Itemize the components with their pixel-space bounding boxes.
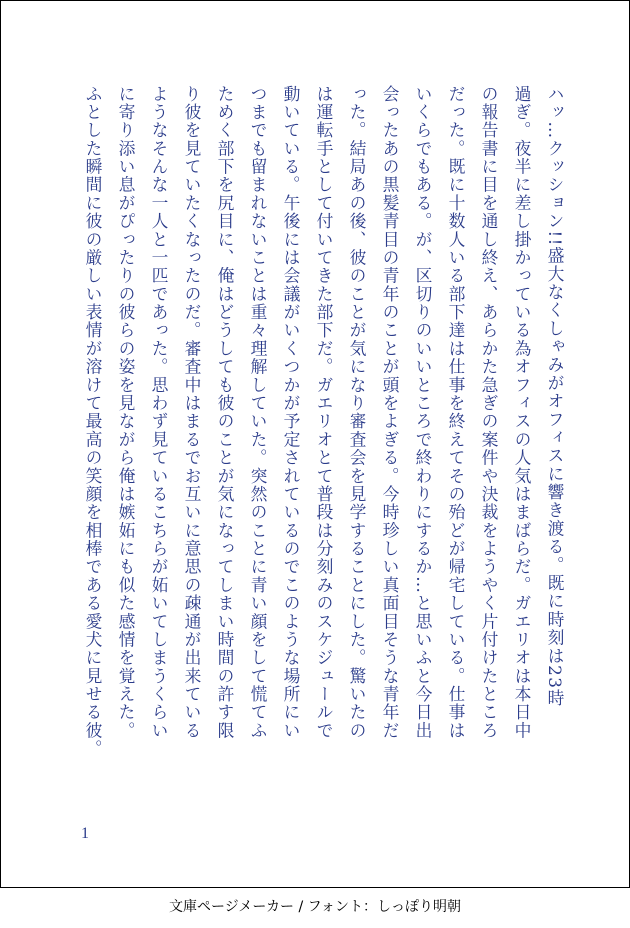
text-column-7: った。結局あの後、彼のことが気になり審査会を見学することにした。驚いたの [347,85,367,740]
footer-credit: 文庫ページメーカー / フォント：しっぽり明朝 [169,899,461,915]
page-number: 1 [81,825,89,842]
text-column-8: は運転手として付いてきた部下だ。ガエリオとて普段は分刻みのスケジュールで [314,85,334,740]
text-column-5: いくらでもある。が、区切りのいいところで終わりにするか…と思いふと今日出 [413,85,433,740]
text-column-9: 動いている。午後には会議がいくつかが予定されているのでこのような場所にい [281,85,301,740]
text-column-13: ようなそんな一人と一匹であった。思わず見ているこちらが妬いてしまうくらい [149,85,169,740]
text-column-3: の報告書に目を通し終え、あらかた急ぎの案件や決裁をようやく片付けたところ [479,85,499,740]
text-column-6: 会ったあの黒髪青目の青年のことが頭をよぎる。今時珍しい真面目そうな青年だ [380,85,400,740]
vertical-text-body [83,85,571,805]
text-column-11: ためく部下を尻目に、俺はどうしても彼のことが気になってしまい時間の許す限 [215,85,235,740]
text-column-15: ふとした瞬間に彼の厳しい表情が溶けて最高の笑顔を相棒である愛犬に見せる彼。 [83,85,103,759]
text-column-10: つまでも留まれないことは重々理解していた。突然のことに青い顔をして慌てふ [248,85,268,740]
text-column-12: り彼を見ていたくなったのだ。審査中はまるでお互いに意思の疎通が出来ている [182,85,202,740]
text-column-4: だった。既に十数人いる部下達は仕事を終えてその殆どが帰宅している。仕事は [446,85,466,740]
text-column-1: ハッ…クッション!!盛大なくしゃみがオフィスに響き渡る。既に時刻は23時 [545,85,565,708]
text-column-14: に寄り添い息がぴったりの彼らの姿を見ながら俺は嫉妬にも似た感情を覚えた。 [116,85,136,740]
text-column-2: 過ぎ。夜半に差し掛かっている為オフィスの人気はまばらだ。ガエリオは本日中 [512,85,532,740]
